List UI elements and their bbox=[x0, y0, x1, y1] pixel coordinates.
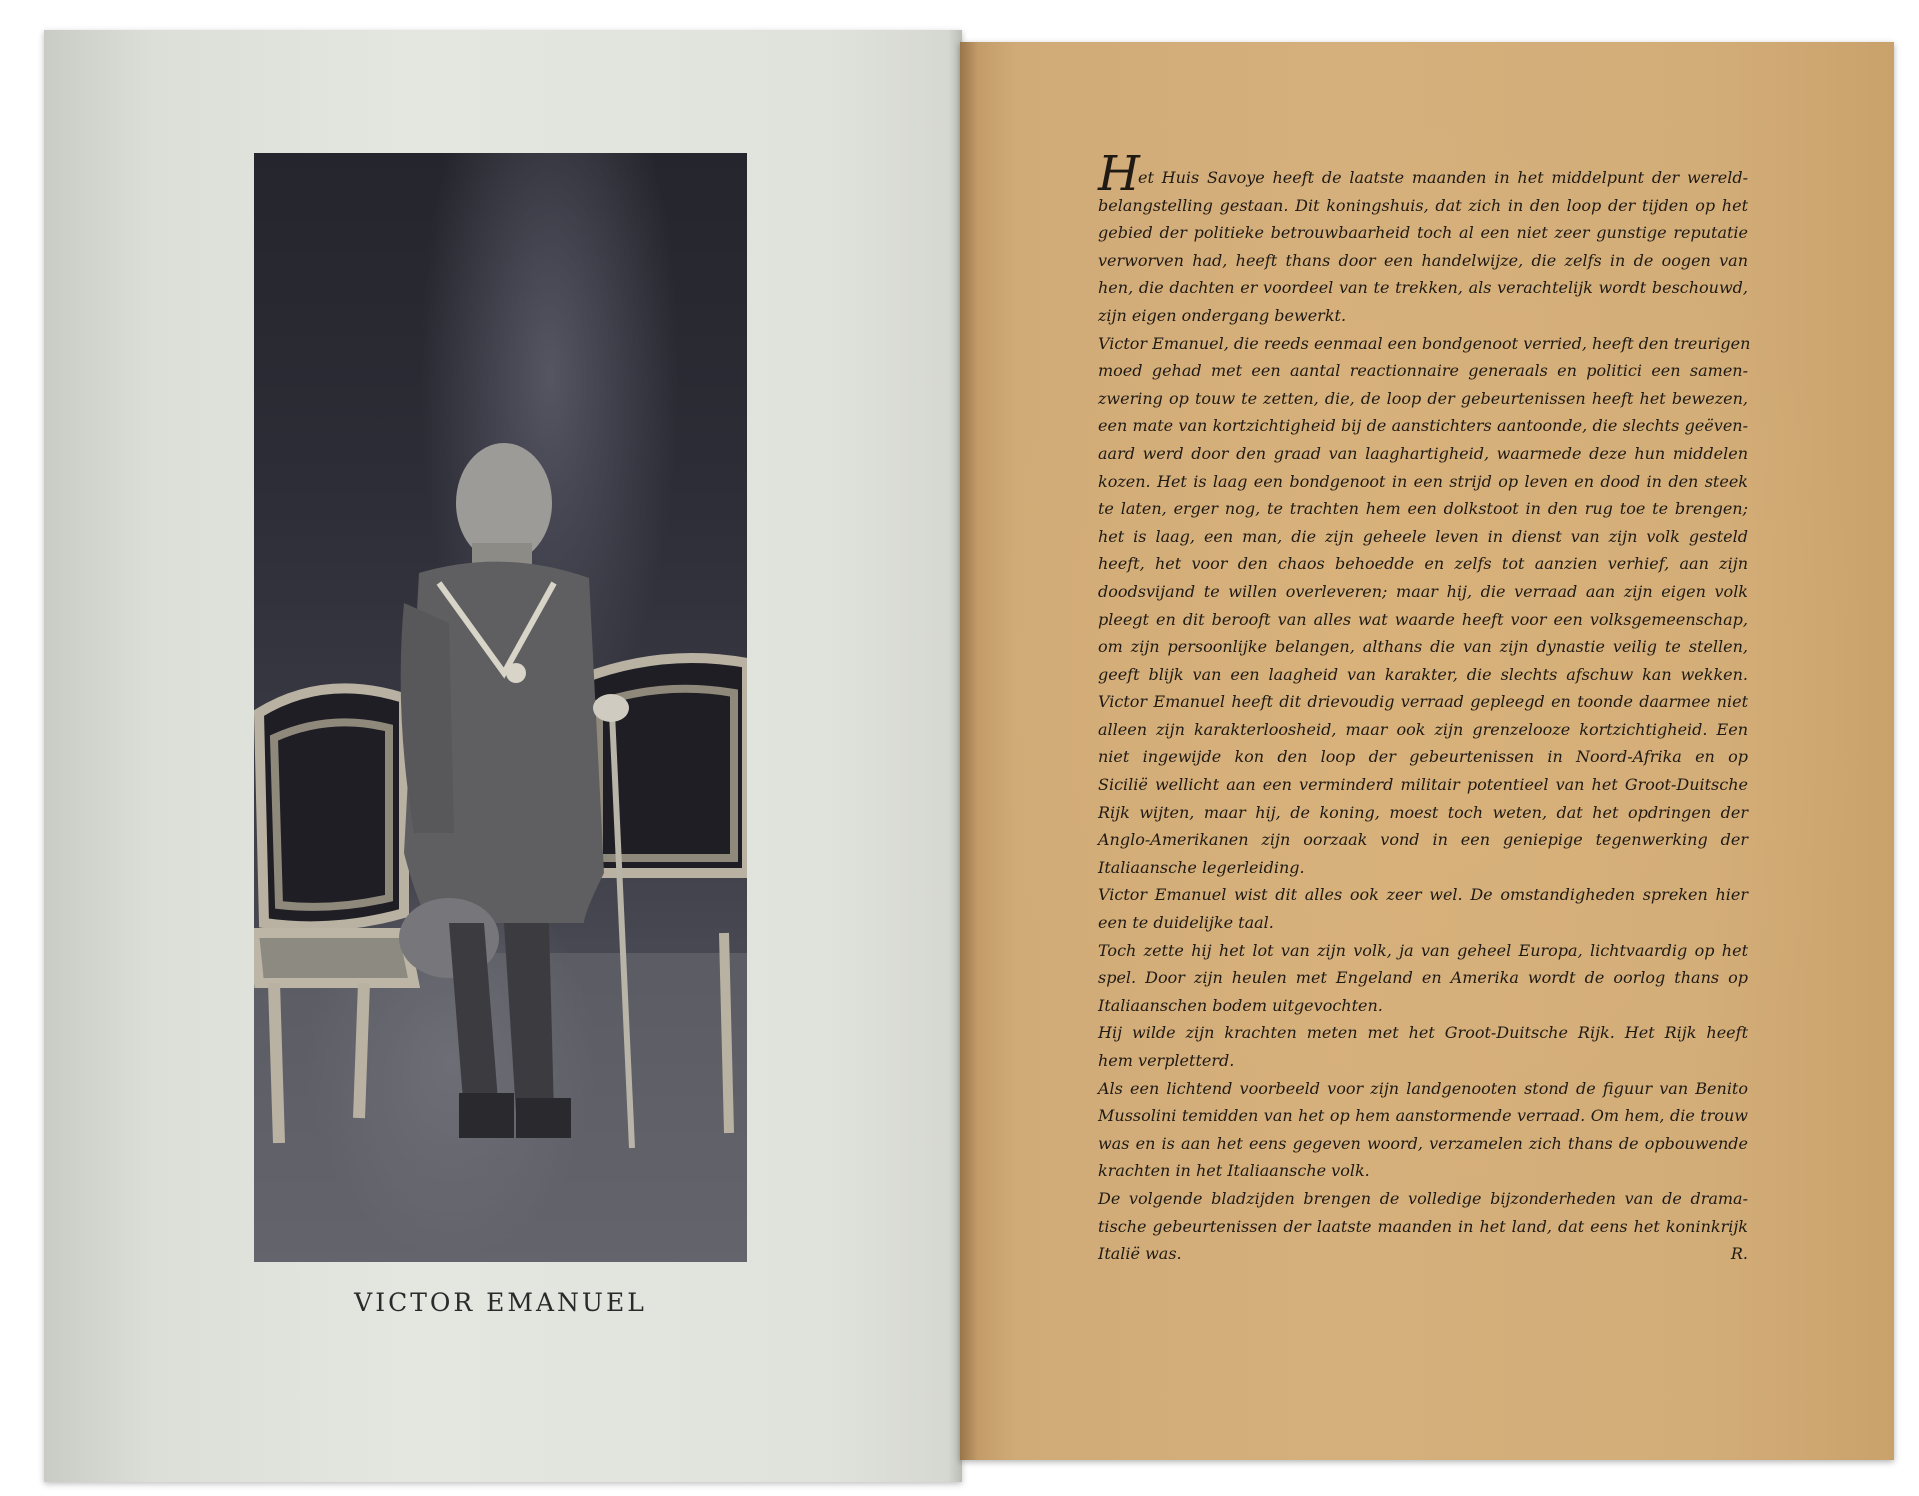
text-line: geeft blijk van een laagheid van karakter, die slechts afschuw kan wekken. bbox=[1098, 664, 1748, 684]
text-line: Mussolini temidden van het op hem aanstormende verraad. Om hem, die trouw bbox=[1098, 1106, 1748, 1126]
text-line: Italiaansche legerleiding. bbox=[1098, 857, 1305, 877]
text-line: was en is aan het eens gegeven woord, verzamelen zich thans de opbouwende bbox=[1098, 1133, 1748, 1153]
right-page bbox=[960, 42, 1894, 1460]
drop-cap: H bbox=[1098, 146, 1140, 202]
photo-caption: VICTOR EMANUEL bbox=[354, 1288, 647, 1317]
text-line: moed gehad met een aantal reactionnaire generaals en politici een samen- bbox=[1098, 361, 1748, 381]
left-page bbox=[44, 30, 962, 1482]
text-line: verworven had, heeft thans door een handelwijze, die zelfs in de oogen van bbox=[1098, 250, 1748, 270]
text-line: krachten in het Italiaansche volk. bbox=[1098, 1161, 1370, 1181]
text-lines bbox=[1098, 164, 1751, 1268]
text-line: Italiaanschen bodem uitgevochten. bbox=[1098, 995, 1383, 1015]
portrait-illustration bbox=[254, 153, 747, 1262]
text-line: Sicilië wellicht aan een verminderd militair potentieel van het Groot-Duitsche bbox=[1098, 775, 1748, 795]
text-line: Italië was. bbox=[1098, 1244, 1182, 1264]
text-line: te laten, erger nog, te trachten hem een dolkstoot in den rug toe te brengen; bbox=[1098, 499, 1748, 519]
text-line: Hij wilde zijn krachten meten met het Groot-Duitsche Rijk. Het Rijk heeft bbox=[1098, 1023, 1748, 1043]
text-line: alleen zijn karakterloosheid, maar ook zijn grenzelooze kortzichtigheid. Een bbox=[1098, 719, 1748, 739]
text-line: spel. Door zijn heulen met Engeland en Amerika wordt de oorlog thans op bbox=[1098, 968, 1748, 988]
text-line: Als een lichtend voorbeeld voor zijn landgenooten stond de figuur van Benito bbox=[1098, 1078, 1748, 1098]
text-line: doodsvijand te willen overleveren; maar hij, die verraad aan zijn eigen volk bbox=[1098, 581, 1748, 601]
text-line: De volgende bladzijden brengen de volledige bijzonderheden van de drama- bbox=[1098, 1188, 1748, 1208]
text-line: Anglo-Amerikanen zijn oorzaak vond in een geniepige tegenwerking der bbox=[1098, 830, 1748, 850]
text-line: kozen. Het is laag een bondgenoot in een strijd op leven en dood in den steek bbox=[1098, 471, 1748, 491]
text-line: zijn eigen ondergang bewerkt. bbox=[1098, 305, 1347, 325]
text-line: het is laag, een man, die zijn geheele leven in dienst van zijn volk gesteld bbox=[1098, 526, 1748, 546]
text-line: een te duidelijke taal. bbox=[1098, 913, 1274, 933]
text-line: Rijk wijten, maar hij, de koning, moest toch weten, dat het opdringen der bbox=[1098, 802, 1748, 822]
text-line: hem verpletterd. bbox=[1098, 1051, 1235, 1070]
text-line: aard werd door den graad van laaghartigheid, waarmede deze hun middelen bbox=[1098, 443, 1748, 463]
text-line: tische gebeurtenissen der laatste maanden in het land, dat eens het koninkrijk bbox=[1098, 1216, 1748, 1236]
text-line: een mate van kortzichtigheid bij de aanstichters aantoonde, die slechts geëven- bbox=[1098, 416, 1748, 436]
text-line: pleegt en dit berooft van alles wat waarde heeft voor een volksgemeenschap, bbox=[1098, 609, 1748, 629]
text-line: zwering op touw te zetten, die, de loop der gebeurtenissen heeft het bewezen, bbox=[1098, 388, 1748, 408]
text-line: Victor Emanuel heeft dit drievoudig verraad gepleegd en toonde daarmee niet bbox=[1098, 692, 1748, 712]
text-line: et Huis Savoye heeft de laatste maanden in het middelpunt der wereld- bbox=[1138, 168, 1748, 187]
text-line: Toch zette hij het lot van zijn volk, ja van geheel Europa, lichtvaardig op het bbox=[1098, 940, 1748, 960]
text-line: om zijn persoonlijke belangen, althans die van zijn dynastie veilig te stellen, bbox=[1098, 637, 1748, 657]
text-line: belangstelling gestaan. Dit koningshuis, dat zich in den loop der tijden op het bbox=[1098, 195, 1748, 215]
text-line: Victor Emanuel, die reeds eenmaal een bondgenoot verried, heeft den treurigen bbox=[1098, 333, 1751, 353]
text-line: hen, die dachten er voordeel van te trekken, als verachtelijk wordt beschouwd, bbox=[1098, 278, 1748, 298]
text-line: gebied der politieke betrouwbaarheid toch al een niet zeer gunstige reputatie bbox=[1098, 223, 1748, 243]
text-line: Victor Emanuel wist dit alles ook zeer wel. De omstandigheden spreken hier bbox=[1098, 885, 1748, 905]
body-text bbox=[1098, 146, 1751, 1268]
signature: R. bbox=[1730, 1244, 1748, 1264]
text-line: niet ingewijde kon den loop der gebeurtenissen in Noord-Afrika en op bbox=[1098, 747, 1748, 767]
portrait-photo bbox=[254, 153, 747, 1262]
text-line: heeft, het voor den chaos behoedde en zelfs tot aanzien verhief, aan zijn bbox=[1098, 554, 1748, 574]
